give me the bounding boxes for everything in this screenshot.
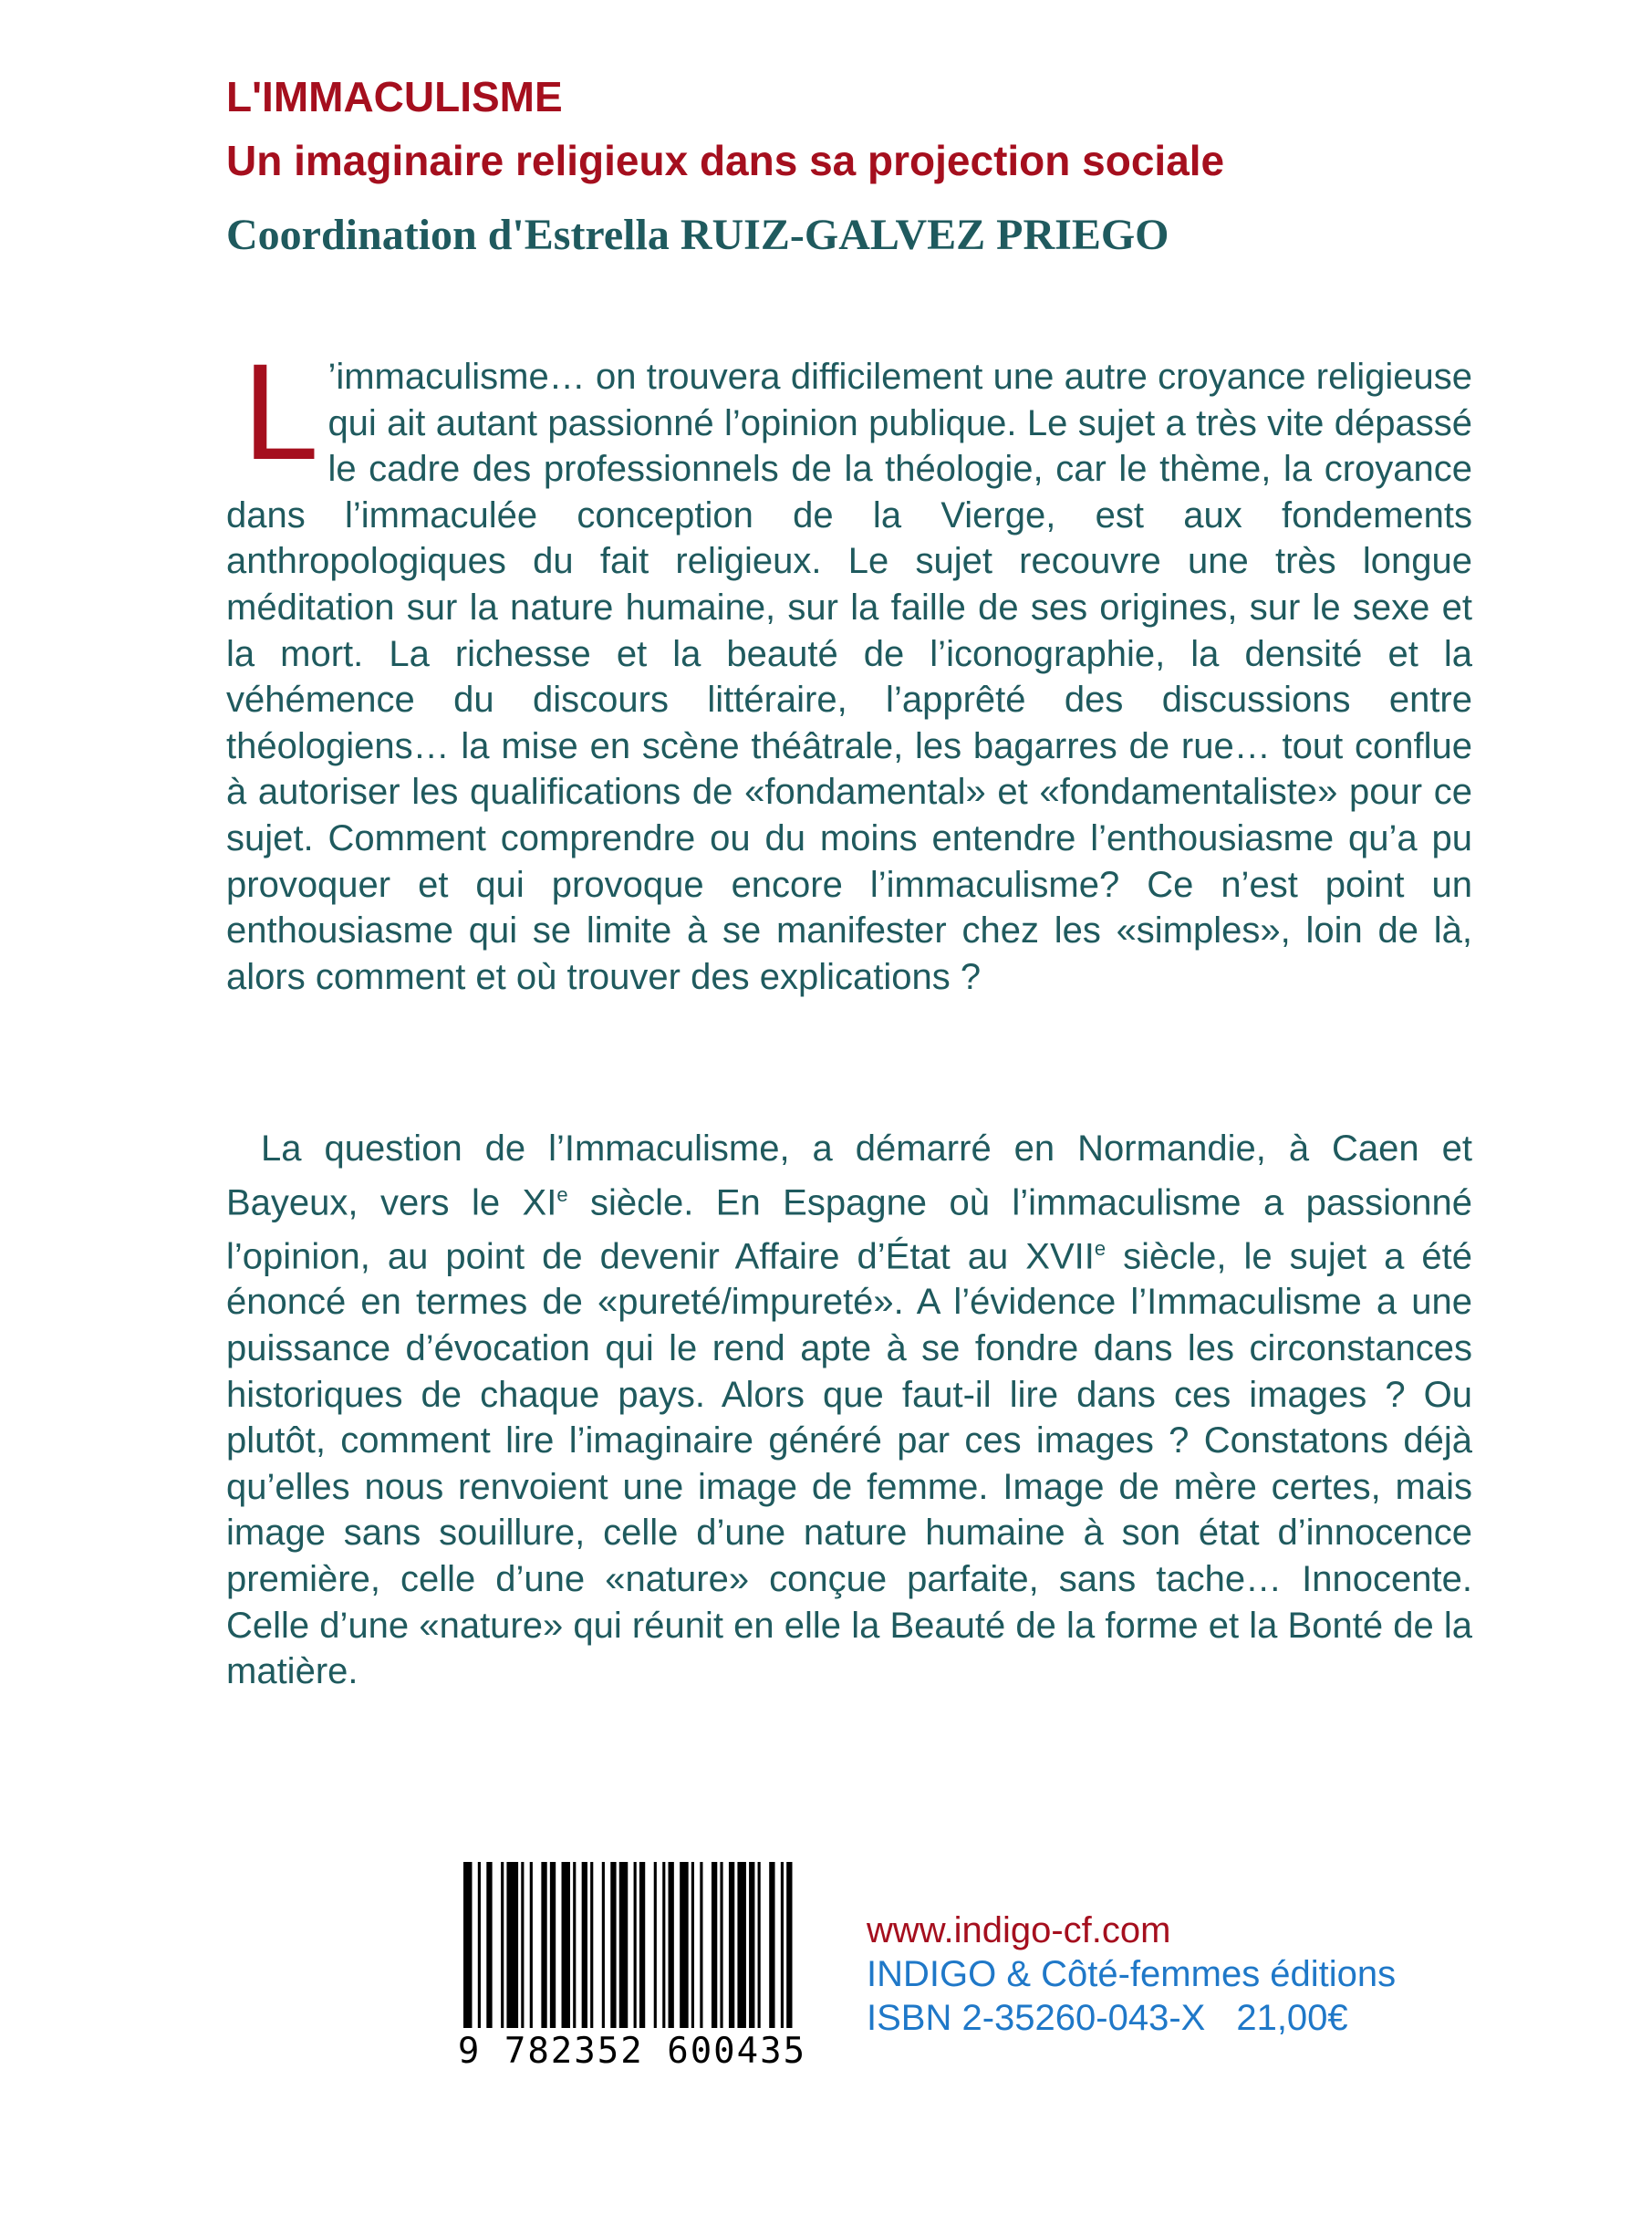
- paragraph-2-part-3: siècle, le sujet a été énoncé en termes de «pureté/impureté». A l’évidence l’Immaculisme a une puissance d’évocation qui le rend apte à se fondre dans les circonstances historiques de chaque pays. Alors que faut-il lire dans ces images ? Ou plutôt, comment lire l’imaginaire généré par ces images ? Constatons déjà qu’elles nous renvoient une image de femme. Image de mère certes, mais image sans souillure, celle d’une nature humaine à son état d’innocence première, celle d’une «nature» conçue parfaite, sans tache… Innocente. Celle d’une «nature» qui réunit en elle la Beauté de la forme et la Bonté de la matière.: [226, 1235, 1472, 1692]
- publisher-block: [867, 1908, 1396, 2040]
- coordinator-name: RUIZ-GALVEZ PRIEGO: [680, 211, 1169, 259]
- barcode-digits: 9 782352 600435: [457, 2031, 807, 2072]
- coordination-prefix: Coordination d'Estrella: [226, 211, 681, 259]
- isbn-price-line: [867, 1996, 1396, 2040]
- publisher-name: INDIGO & Côté-femmes éditions: [867, 1954, 1397, 1994]
- book-subtitle: Un imaginaire religieux dans sa projection sociale: [226, 137, 1225, 184]
- book-title: L'IMMACULISME: [226, 73, 563, 120]
- paragraph-1-text: ’immaculisme… on trouvera difficilement une autre croyance religieuse qui ait autant passionné l’opinion publique. Le sujet a très vite dépassé le cadre des professionnels de la théologie, car le thème, la croyance dans l’immaculée conception de la Vierge, est aux fondements anthropologiques du fait religieux. Le sujet recouvre une très longue méditation sur la nature humaine, sur la faille de ses origines, sur le sexe et la mort. La richesse et la beauté de l’iconographie, la densité et la véhémence du discours littéraire, l’apprêté des discussions entre théologiens… la mise en scène théâtrale, les bagarres de rue… tout conflue à autoriser les qualifications de «fondamental» et «fondamentaliste» pour ce sujet. Comment comprendre ou du moins entendre l’enthousiasme qu’a pu provoquer et qui provoque encore l’immaculisme? Ce n’est point un enthousiasme qui se limite à se manifester chez les «simples», loin de là, alors comment et où trouver des explications ?: [226, 357, 1472, 997]
- superscript-e-1: e: [556, 1182, 568, 1206]
- barcode-bars: [463, 1862, 801, 2028]
- paragraph-1: [226, 335, 1472, 1000]
- paragraph-2: [226, 1126, 1472, 1695]
- publisher-url[interactable]: www.indigo-cf.com: [867, 1910, 1171, 1950]
- coordination-line: [226, 208, 1169, 263]
- isbn-number: ISBN 2-35260-043-X: [867, 1998, 1206, 2038]
- superscript-e-2: e: [1094, 1236, 1107, 1260]
- drop-cap: L: [243, 335, 319, 488]
- isbn-barcode: [454, 1862, 810, 2072]
- paragraph-2-part-1: La question de l’Immaculisme, a démarré en Normandie, à Caen et Bayeux, vers le XI: [226, 1128, 1472, 1222]
- paragraph-2-part-2: siècle. En Espagne où l’immaculisme a passionné l’opinion, au point de devenir Affaire d’État au XVII: [226, 1181, 1472, 1276]
- price: 21,00€: [1236, 1998, 1348, 2038]
